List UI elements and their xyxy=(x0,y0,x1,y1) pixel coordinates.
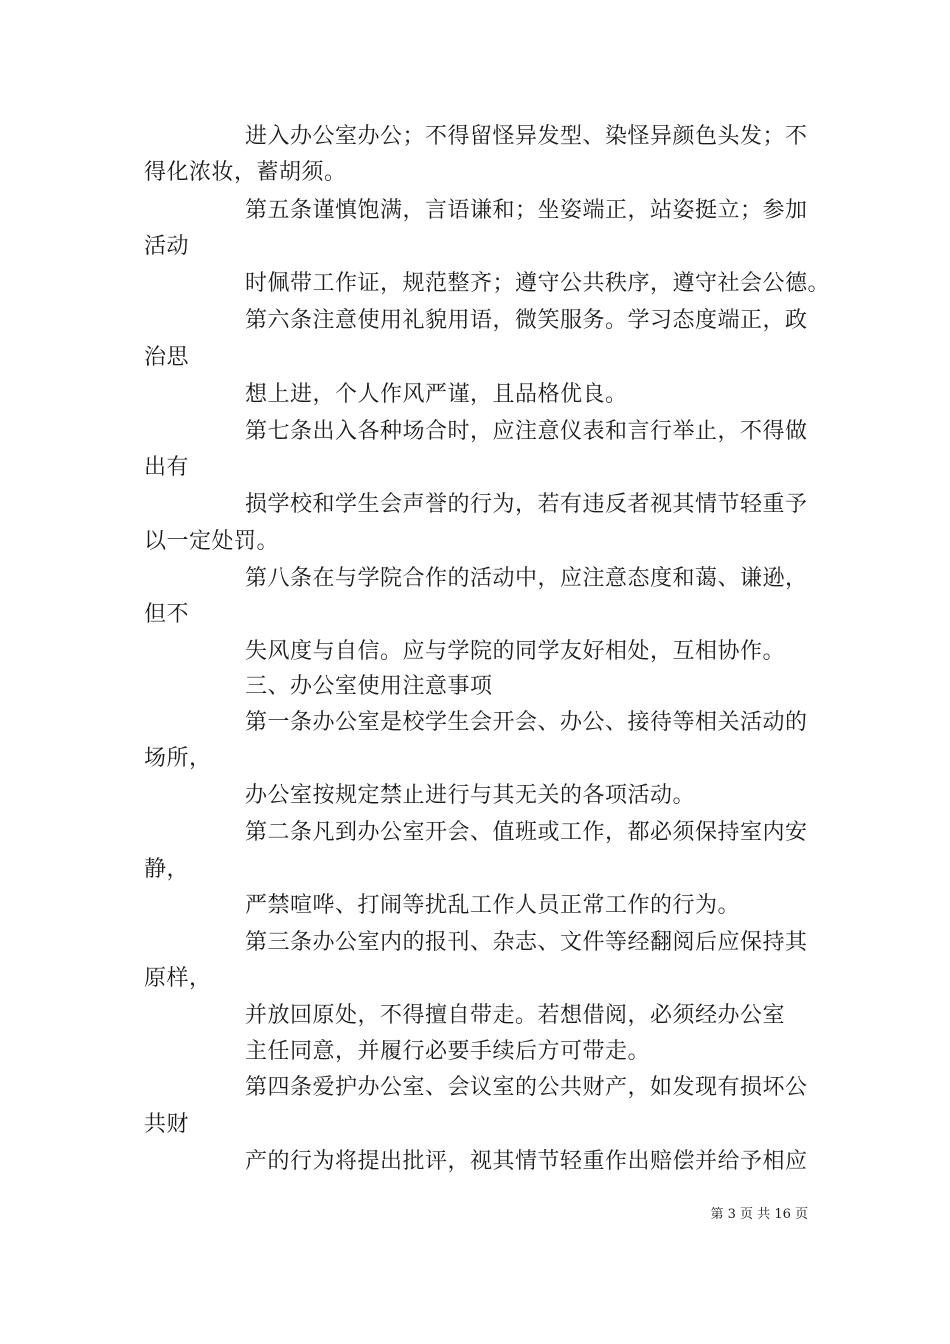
text-line: 损学校和学生会声誉的行为，若有违反者视其情节轻重予 xyxy=(245,492,808,517)
page-number: 第 3 页 共 16 页 xyxy=(710,1207,808,1222)
text-line: 原样， xyxy=(144,966,212,991)
text-line: 第五条谨慎饱满，言语谦和；坐姿端正，站姿挺立；参加 xyxy=(245,198,808,223)
text-line: 以一定处罚。 xyxy=(144,529,280,554)
text-line: 主任同意，并履行必要手续后方可带走。 xyxy=(245,1039,651,1064)
text-line: 出有 xyxy=(144,455,190,480)
text-line: 场所， xyxy=(144,746,212,771)
text-line: 治思 xyxy=(144,345,190,370)
text-line: 第四条爱护办公室、会议室的公共财产，如发现有损坏公 xyxy=(245,1075,808,1100)
text-line: 第八条在与学院合作的活动中，应注意态度和蔼、谦逊， xyxy=(245,566,808,591)
text-line: 严禁喧哗、打闹等扰乱工作人员正常工作的行为。 xyxy=(245,893,741,918)
text-line: 第一条办公室是校学生会开会、办公、接待等相关活动的 xyxy=(245,710,808,735)
text-line: 想上进，个人作风严谨，且品格优良。 xyxy=(245,382,628,407)
text-line: 第二条凡到办公室开会、值班或工作，都必须保持室内安 xyxy=(245,820,808,845)
section-heading: 三、办公室使用注意事项 xyxy=(245,674,493,699)
text-line: 并放回原处，不得擅自带走。若想借阅，必须经办公室 xyxy=(245,1003,786,1028)
text-line: 第六条注意使用礼貌用语，微笑服务。学习态度端正，政 xyxy=(245,308,808,333)
text-line: 第三条办公室内的报刊、杂志、文件等经翻阅后应保持其 xyxy=(245,930,808,955)
text-line: 产的行为将提出批评，视其情节轻重作出赔偿并给予相应 xyxy=(245,1149,808,1174)
text-line: 进入办公室办公；不得留怪异发型、染怪异颜色头发；不 xyxy=(245,124,808,149)
text-line: 共财 xyxy=(144,1112,190,1137)
text-line: 失风度与自信。应与学院的同学友好相处，互相协作。 xyxy=(245,639,786,664)
text-line: 得化浓妆，蓄胡须。 xyxy=(144,160,347,185)
text-line: 办公室按规定禁止进行与其无关的各项活动。 xyxy=(245,783,696,808)
text-line: 但不 xyxy=(144,602,190,627)
text-line: 时佩带工作证，规范整齐；遵守公共秩序，遵守社会公德。 xyxy=(245,271,831,296)
text-line: 第七条出入各种场合时，应注意仪表和言行举止，不得做 xyxy=(245,419,808,444)
text-line: 静， xyxy=(144,857,190,882)
text-line: 活动 xyxy=(144,234,190,259)
